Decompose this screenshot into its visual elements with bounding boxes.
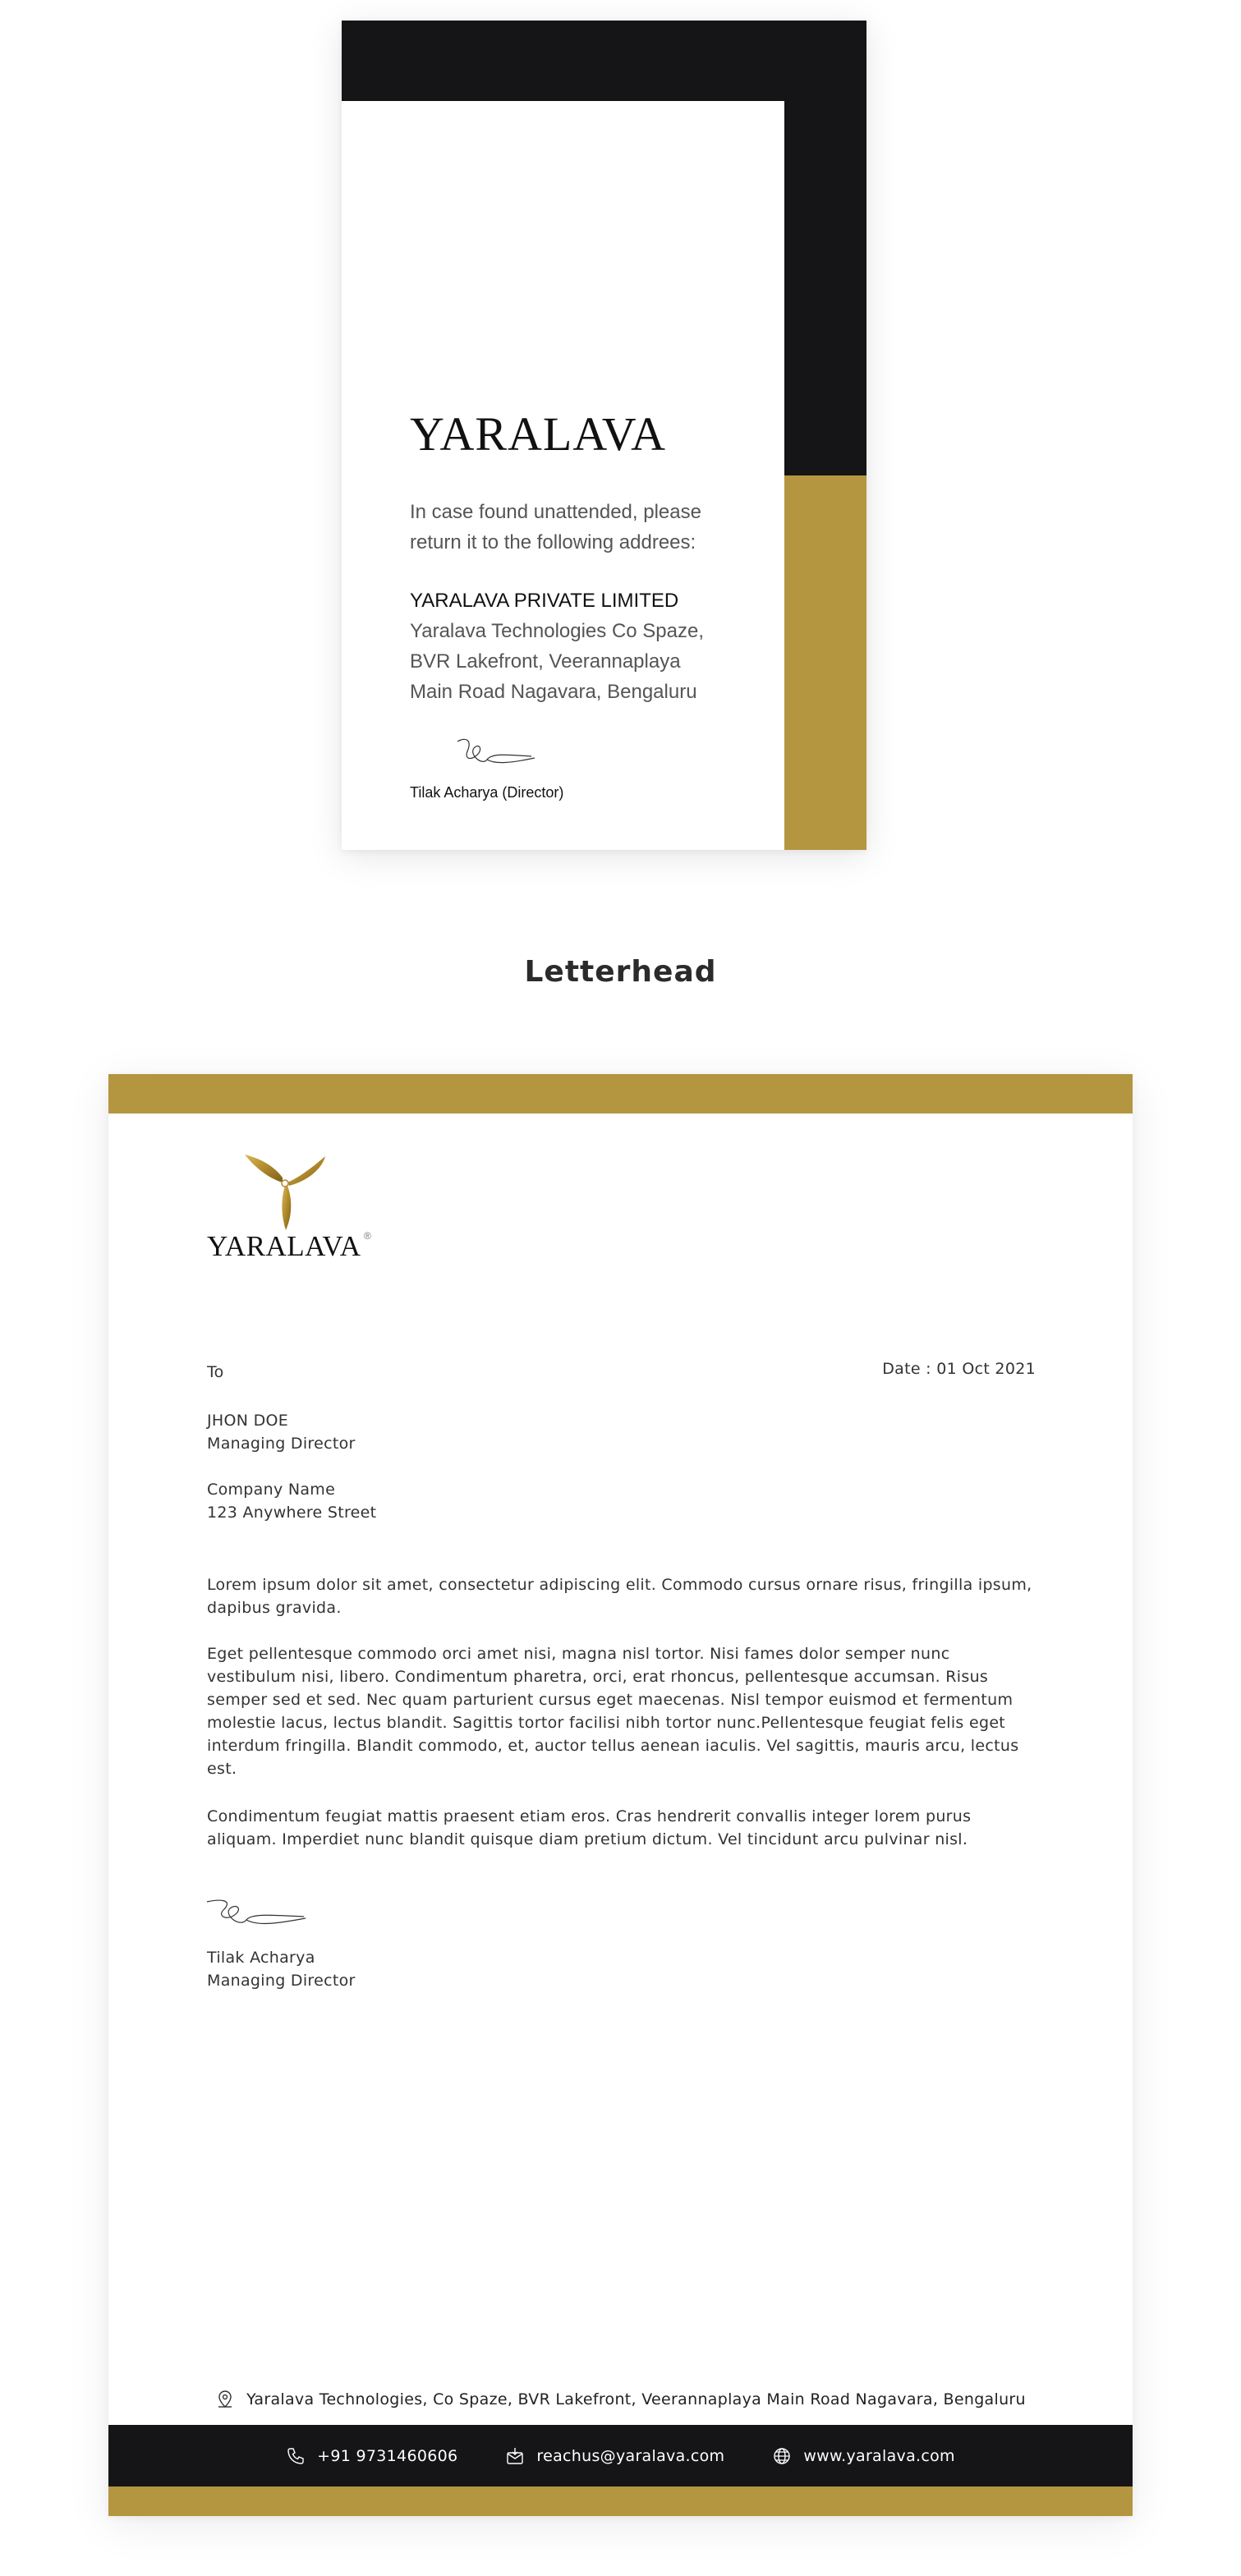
card-message	[410, 497, 755, 558]
body-paragraph: Condimentum feugiat mattis praesent etiam eros. Cras hendrerit convallis integer lorem purus aliquam. Imperdiet nunc blandit quisque diam pretium dictum. Vel tincidunt arcu pulvinar nisl.	[207, 1807, 972, 1848]
footer-email[interactable]	[505, 2446, 724, 2466]
footer-phone-text: +91 9731460606	[317, 2446, 458, 2465]
recipient-name: JHON DOE	[207, 1412, 289, 1430]
letter-bottom-bar	[108, 2486, 1133, 2516]
footer-address	[108, 2390, 1133, 2409]
mail-icon	[505, 2446, 525, 2466]
card-address-line: Yaralava Technologies Co Spaze,	[410, 620, 705, 642]
section-title: Letterhead	[524, 955, 717, 989]
card-address-block	[410, 585, 771, 707]
card-brand-title: YARALAVA	[410, 407, 667, 461]
globe-icon	[772, 2446, 792, 2466]
signer-block	[207, 1946, 1036, 1992]
recipient-title: Managing Director	[207, 1435, 356, 1453]
card-address-line: BVR Lakefront, Veerannaplaya	[410, 650, 681, 673]
letter-top-bar	[108, 1074, 1133, 1114]
to-label: To	[207, 1363, 224, 1381]
letter-date: Date : 01 Oct 2021	[882, 1360, 1036, 1378]
card-address-line: Main Road Nagavara, Bengaluru	[410, 681, 697, 703]
signature-icon	[454, 735, 536, 778]
id-card	[342, 21, 866, 850]
signer-title: Managing Director	[207, 1972, 356, 1990]
location-icon	[215, 2390, 235, 2409]
card-signer-name: Tilak Acharya (Director)	[410, 784, 564, 801]
card-message-line: return it to the following addrees:	[410, 531, 696, 553]
footer-email-text: reachus@yaralava.com	[536, 2446, 725, 2465]
company-street: 123 Anywhere Street	[207, 1504, 377, 1522]
registered-mark: ®	[364, 1230, 371, 1242]
footer-website[interactable]	[772, 2446, 954, 2466]
signer-name: Tilak Acharya	[207, 1949, 315, 1967]
card-side-dark-bar	[784, 101, 866, 475]
body-paragraph: Eget pellentesque commodo orci amet nisi, magna nisl tortor. Nisi fames dolor semper nunc vestibulum nisi, libero. Condimentum pharetra, orci, erat rhoncus, pellentesque accumsan. Risus semper sed et sed. Nec quam parturient cursus eget maecenas. Nisl tempor euismod et fermentum molestie lacus, lectus blandit. Sagittis tortor facilisi nibh tortor nunc.Pellentesque feugiat felis eget interdum fringilla. Blandit commodo, et, auctor tellus aenean iaculis. Vel sagittis, mauris arcu, lectus est.	[207, 1645, 1019, 1778]
company-block	[207, 1478, 1036, 1524]
footer-address-text: Yaralava Technologies, Co Spaze, BVR Lakefront, Veerannaplaya Main Road Nagavara, Bengaluru	[246, 2390, 1026, 2408]
card-top-bar	[342, 21, 866, 101]
card-message-line: In case found unattended, please	[410, 501, 701, 523]
phone-icon	[286, 2446, 306, 2466]
recipient-block	[207, 1409, 1036, 1455]
logo-wordmark: YARALAVA	[207, 1230, 361, 1262]
footer-website-text: www.yaralava.com	[803, 2446, 955, 2465]
yaralava-logo-icon	[240, 1150, 330, 1232]
card-side-gold-bar	[784, 475, 866, 850]
footer-phone[interactable]	[286, 2446, 457, 2466]
company-name: Company Name	[207, 1481, 336, 1499]
footer-contact-bar	[108, 2425, 1133, 2486]
body-paragraph: Lorem ipsum dolor sit amet, consectetur adipiscing elit. Commodo cursus ornare risus, fringilla ipsum, dapibus gravida.	[207, 1576, 1032, 1617]
signature-icon	[205, 1897, 307, 1933]
card-company-name: YARALAVA PRIVATE LIMITED	[410, 590, 679, 612]
letterhead	[108, 1074, 1133, 2516]
